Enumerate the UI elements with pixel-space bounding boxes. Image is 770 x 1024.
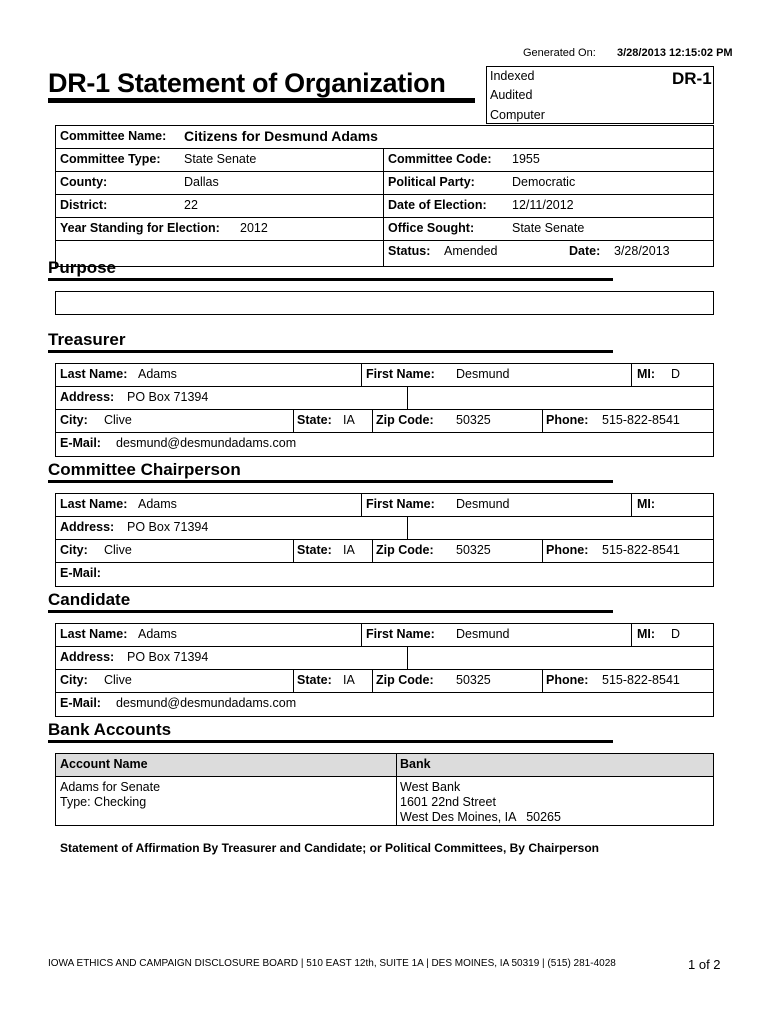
party-value: Democratic bbox=[512, 175, 576, 189]
candidate-mi: D bbox=[671, 627, 681, 641]
chair-last-name-label: Last Name: bbox=[60, 497, 128, 511]
chair-zip: 50325 bbox=[456, 543, 491, 557]
row-divider bbox=[55, 432, 714, 433]
candidate-email: desmund@desmundadams.com bbox=[116, 696, 297, 710]
col-divider bbox=[293, 409, 294, 432]
candidate-mi-label: MI: bbox=[637, 627, 656, 641]
col-divider bbox=[407, 386, 408, 409]
treasurer-address: PO Box 71394 bbox=[127, 390, 209, 404]
treasurer-zip-label: Zip Code: bbox=[376, 413, 434, 427]
col-divider bbox=[372, 669, 373, 692]
treasurer-heading: Treasurer bbox=[48, 330, 126, 349]
county-value: Dallas bbox=[184, 175, 219, 189]
col-divider bbox=[407, 516, 408, 539]
treasurer-first-name-label: First Name: bbox=[366, 367, 435, 381]
candidate-first-name-label: First Name: bbox=[366, 627, 435, 641]
office-sought-label: Office Sought: bbox=[388, 221, 475, 235]
candidate-underline bbox=[48, 610, 613, 613]
treasurer-first-name: Desmund bbox=[456, 367, 510, 381]
chair-address-label: Address: bbox=[60, 520, 115, 534]
footer-address: IOWA ETHICS AND CAMPAIGN DISCLOSURE BOARD | 510 EAST 12th, SUITE 1A | DES MOINES, IA 50319 | (515) 281-4028 bbox=[48, 958, 616, 969]
candidate-first-name: Desmund bbox=[456, 627, 510, 641]
treasurer-last-name-label: Last Name: bbox=[60, 367, 128, 381]
row-divider bbox=[55, 171, 714, 172]
chair-city-label: City: bbox=[60, 543, 88, 557]
col-divider bbox=[631, 623, 632, 646]
candidate-phone-label: Phone: bbox=[546, 673, 589, 687]
candidate-last-name: Adams bbox=[138, 627, 177, 641]
treasurer-email-label: E-Mail: bbox=[60, 436, 101, 450]
col-divider bbox=[542, 409, 543, 432]
chair-last-name: Adams bbox=[138, 497, 177, 511]
row-divider bbox=[55, 562, 714, 563]
chair-address: PO Box 71394 bbox=[127, 520, 209, 534]
candidate-city: Clive bbox=[104, 673, 132, 687]
bank-table-header bbox=[56, 754, 713, 776]
bank-col-bank: Bank bbox=[400, 757, 431, 771]
office-sought-value: State Senate bbox=[512, 221, 585, 235]
page-number: 1 of 2 bbox=[688, 957, 721, 972]
chairperson-underline bbox=[48, 480, 613, 483]
treasurer-email: desmund@desmundadams.com bbox=[116, 436, 297, 450]
page-title: DR-1 Statement of Organization bbox=[48, 68, 446, 98]
col-divider bbox=[631, 493, 632, 516]
bank-account-name: Adams for Senate bbox=[60, 780, 161, 794]
status-label: Status: bbox=[388, 244, 431, 258]
col-divider bbox=[631, 363, 632, 386]
generated-on-label: Generated On: bbox=[523, 47, 596, 59]
chair-state: IA bbox=[343, 543, 355, 557]
col-divider bbox=[293, 539, 294, 562]
col-divider bbox=[361, 623, 362, 646]
candidate-zip: 50325 bbox=[456, 673, 491, 687]
chair-state-label: State: bbox=[297, 543, 332, 557]
col-divider bbox=[372, 539, 373, 562]
status-computer: Computer bbox=[490, 108, 545, 122]
chair-phone-label: Phone: bbox=[546, 543, 589, 557]
year-standing-label: Year Standing for Election: bbox=[60, 221, 220, 235]
col-divider bbox=[396, 753, 397, 826]
row-divider bbox=[55, 516, 714, 517]
candidate-state-label: State: bbox=[297, 673, 332, 687]
chair-email-label: E-Mail: bbox=[60, 566, 101, 580]
election-date-value: 12/11/2012 bbox=[512, 198, 574, 212]
treasurer-state-label: State: bbox=[297, 413, 332, 427]
col-divider bbox=[383, 148, 384, 267]
chairperson-heading: Committee Chairperson bbox=[48, 460, 241, 479]
treasurer-mi-label: MI: bbox=[637, 367, 656, 381]
candidate-heading: Candidate bbox=[48, 590, 131, 609]
candidate-zip-label: Zip Code: bbox=[376, 673, 434, 687]
treasurer-last-name: Adams bbox=[138, 367, 177, 381]
treasurer-mi: D bbox=[671, 367, 681, 381]
candidate-city-label: City: bbox=[60, 673, 88, 687]
committee-code-value: 1955 bbox=[512, 152, 540, 166]
chair-zip-label: Zip Code: bbox=[376, 543, 434, 557]
purpose-underline bbox=[48, 278, 613, 281]
treasurer-phone-label: Phone: bbox=[546, 413, 589, 427]
bank-underline bbox=[48, 740, 613, 743]
bank-name: West Bank bbox=[400, 780, 461, 794]
col-divider bbox=[293, 669, 294, 692]
col-divider bbox=[542, 539, 543, 562]
affirmation-statement: Statement of Affirmation By Treasurer and Candidate; or Political Committees, By Chairperson bbox=[60, 841, 599, 855]
chair-first-name: Desmund bbox=[456, 497, 510, 511]
purpose-box bbox=[55, 291, 714, 315]
status-value: Amended bbox=[444, 244, 498, 258]
election-date-label: Date of Election: bbox=[388, 198, 487, 212]
col-divider bbox=[361, 493, 362, 516]
party-label: Political Party: bbox=[388, 175, 475, 189]
candidate-phone: 515-822-8541 bbox=[602, 673, 680, 687]
district-value: 22 bbox=[184, 198, 198, 212]
bank-heading: Bank Accounts bbox=[48, 720, 172, 739]
bank-street: 1601 22nd Street bbox=[400, 795, 496, 809]
treasurer-city-label: City: bbox=[60, 413, 88, 427]
candidate-address-label: Address: bbox=[60, 650, 115, 664]
row-divider bbox=[55, 776, 714, 777]
row-divider bbox=[55, 217, 714, 218]
treasurer-city: Clive bbox=[104, 413, 132, 427]
candidate-address: PO Box 71394 bbox=[127, 650, 209, 664]
row-divider bbox=[55, 386, 714, 387]
row-divider bbox=[55, 409, 714, 410]
treasurer-underline bbox=[48, 350, 613, 353]
row-divider bbox=[55, 194, 714, 195]
chair-phone: 515-822-8541 bbox=[602, 543, 680, 557]
treasurer-state: IA bbox=[343, 413, 355, 427]
status-indexed: Indexed bbox=[490, 69, 535, 83]
status-audited: Audited bbox=[490, 88, 533, 102]
committee-name-label: Committee Name: bbox=[60, 129, 167, 143]
committee-code-label: Committee Code: bbox=[388, 152, 492, 166]
chair-mi-label: MI: bbox=[637, 497, 656, 511]
col-divider bbox=[542, 669, 543, 692]
treasurer-zip: 50325 bbox=[456, 413, 491, 427]
title-underline bbox=[48, 98, 475, 103]
chair-city: Clive bbox=[104, 543, 132, 557]
chair-first-name-label: First Name: bbox=[366, 497, 435, 511]
bank-city: West Des Moines, IA 50265 bbox=[400, 810, 561, 824]
col-divider bbox=[407, 646, 408, 669]
generated-on-value: 3/28/2013 12:15:02 PM bbox=[617, 47, 733, 59]
date-value: 3/28/2013 bbox=[614, 244, 670, 258]
district-label: District: bbox=[60, 198, 108, 212]
row-divider bbox=[55, 669, 714, 670]
candidate-last-name-label: Last Name: bbox=[60, 627, 128, 641]
county-label: County: bbox=[60, 175, 108, 189]
form-code: DR-1 bbox=[672, 69, 712, 88]
date-label: Date: bbox=[569, 244, 601, 258]
row-divider bbox=[55, 692, 714, 693]
bank-account-type: Type: Checking bbox=[60, 795, 147, 809]
committee-type-value: State Senate bbox=[184, 152, 257, 166]
committee-name-value: Citizens for Desmund Adams bbox=[184, 128, 378, 144]
candidate-email-label: E-Mail: bbox=[60, 696, 101, 710]
purpose-heading: Purpose bbox=[48, 258, 117, 277]
treasurer-address-label: Address: bbox=[60, 390, 115, 404]
treasurer-phone: 515-822-8541 bbox=[602, 413, 680, 427]
col-divider bbox=[361, 363, 362, 386]
bank-col-account: Account Name bbox=[60, 757, 148, 771]
row-divider bbox=[55, 539, 714, 540]
row-divider bbox=[55, 240, 714, 241]
candidate-state: IA bbox=[343, 673, 355, 687]
col-divider bbox=[372, 409, 373, 432]
committee-type-label: Committee Type: bbox=[60, 152, 161, 166]
year-standing-value: 2012 bbox=[240, 221, 268, 235]
row-divider bbox=[55, 148, 714, 149]
row-divider bbox=[55, 646, 714, 647]
